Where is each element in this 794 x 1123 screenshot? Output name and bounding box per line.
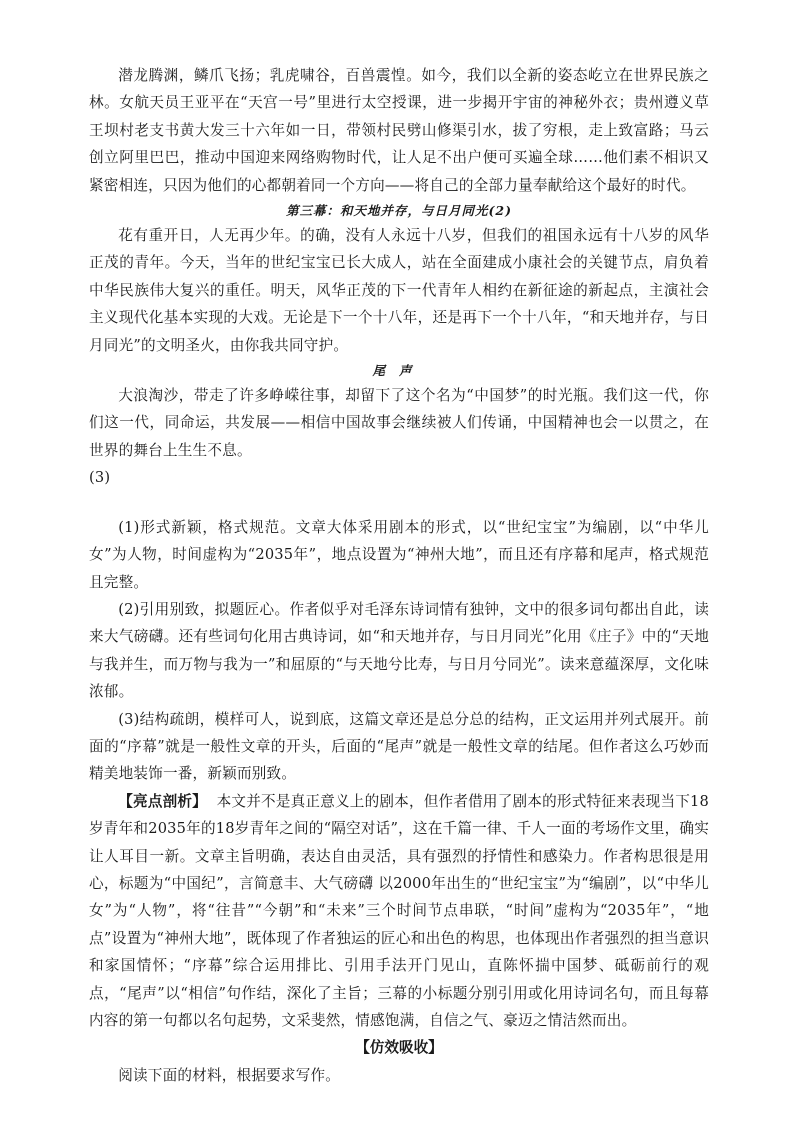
imitate-section-title: 【仿效吸收】 (355, 1039, 443, 1057)
act3-paragraph: 花有重开日，人无再少年。的确，没有人永远十八岁，但我们的祖国永远有十八岁的风华正茂的青年。今天，当年的世纪宝宝已长大成人，站在全面建成小康社会的关键节点，肩负着中华民族伟大复兴的重任。明天，风华正茂的下一代青年人相约在新征途的新起点，主演社会主义现代化基本实现的大戏。无论是下一个十八年，还是再下一个十八年，“和天地并存，与日月同光”的文明圣火，由你我共同守护。 (89, 227, 709, 354)
act3-body-paragraph: 潜龙腾渊，鳞爪飞扬；乳虎啸谷，百兽震惶。如今，我们以全新的姿态屹立在世界民族之林。女航天员王亚平在“天宫一号”里进行太空授课，进一步揭开宇宙的神秘外衣；贵州遵义草王坝村老支书黄大发三十六年如一日，带领村民劈山修渠引水，拔了穷根，走上致富路；马云创立阿里巴巴，推动中国迎来网络购物时代，让人足不出户便可买遍全球……他们素不相识又紧密相连，只因为他们的心都朝着同一个方向——将自己的全部力量奉献给这个最好的时代。 (89, 67, 709, 194)
act3-heading: 第三幕：和天地并存，与日月同光(2) (285, 203, 513, 219)
epilogue-note: (3) (89, 469, 111, 487)
document-page (89, 62, 709, 1089)
comment-3: (3)结构疏朗，模样可人，说到底，这篇文章还是总分总的结构，正文运用并列式展开。前面的“序幕”就是一般性文章的开头，后面的“尾声”就是一般性文章的结尾。但作者这么巧妙而精美地装饰一番，新颖而别致。 (89, 710, 709, 783)
highlight-label: 【亮点剖析】 (118, 792, 207, 810)
instruction-paragraph: 阅读下面的材料，根据要求写作。 (118, 1066, 341, 1084)
highlight-text: 本文并不是真正意义上的剧本，但作者借用了剧本的形式特征来表现当下18岁青年和2035年的18岁青年之间的“隔空对话”，这在千篇一律、千人一面的考场作文里，确实让人耳目一新。文章主旨明确，表达自由灵活，具有强烈的抒情性和感染力。作者构思很是用心，标题为“中国纪”，言简意丰、大气磅礴 以2000年出生的“世纪宝宝”为“编剧”，以“中华儿女”为“人物”，将“往昔”“今朝”和“未来”三个时间节点串联，“时间”虚构为“2035年”，“地点”设置为“神州大地”，既体现了作者独运的匠心和出色的构思，也体现出作者强烈的担当意识和家国情怀；“序幕”综合运用排比、引用手法开门见山，直陈怀揣中国梦、砥砺前行的观点，“尾声”以“相信”句作结，深化了主旨；三幕的小标题分别引用或化用诗词名句，而且每幕内容的第一句都以名句起势，文采斐然，情感饱满，自信之气、豪迈之情洁然而出。 (89, 792, 710, 1029)
spacer (89, 492, 709, 514)
epilogue-heading: 尾声 (372, 363, 426, 379)
comment-1: (1)形式新颖，格式规范。文章大体采用剧本的形式，以“世纪宝宝”为编剧，以“中华儿女”为人物，时间虚构为“2035年”，地点设置为“神州大地”，而且还有序幕和尾声，格式规范且完整。 (89, 518, 709, 591)
highlight-paragraph (89, 788, 709, 1035)
comment-2: (2)引用别致，拟题匠心。作者似乎对毛泽东诗词情有独钟，文中的很多词句都出自此，读来大气磅礴。还有些词句化用古典诗词，如“和天地并存，与日月同光”化用《庄子》中的“天地与我并生，而万物与我为一”和屈原的“与天地兮比寿，与日月兮同光”。读来意蕴深厚，文化味浓郁。 (89, 600, 709, 701)
epilogue-paragraph: 大浪淘沙，带走了许多峥嵘往事，却留下了这个名为“中国梦”的时光瓶。我们这一代，你们这一代，同命运，共发展——相信中国故事会继续被人们传诵，中国精神也会一以贯之，在世界的舞台上生生不息。 (89, 387, 709, 459)
